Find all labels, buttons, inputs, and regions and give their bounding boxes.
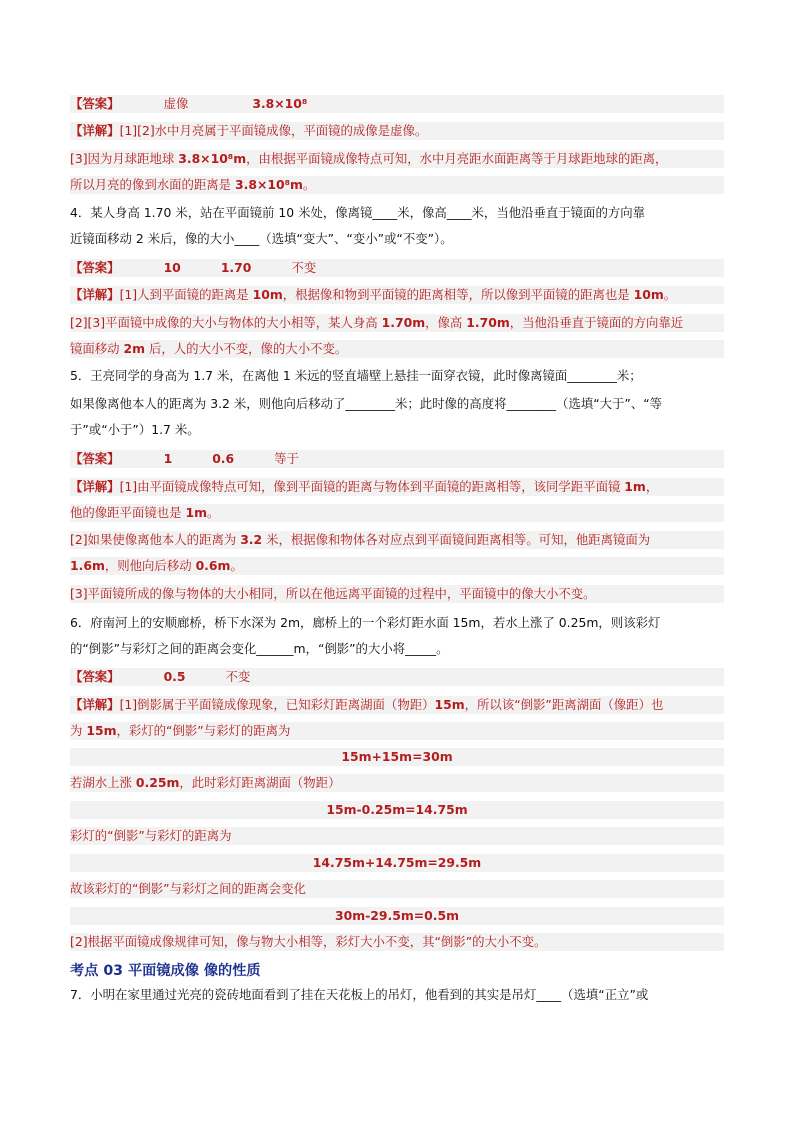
detail-text: [1]人到平面镜的距离是 xyxy=(119,287,253,302)
detail-row xyxy=(70,314,724,332)
detail-text: 他的像距平面镜也是 xyxy=(70,505,186,520)
answer-label: 【答案】 xyxy=(70,669,120,684)
question-6-line: 6．府南河上的安顺廊桥，桥下水深为 2m，廊桥上的一个彩灯距水面 15m，若水上涨了 0.25m，则该彩灯 xyxy=(70,615,661,630)
detail-row xyxy=(70,585,724,603)
answer-value: 0.5 xyxy=(163,669,186,684)
answer-value: 虚像 xyxy=(163,96,189,111)
detail-text: 。 xyxy=(302,177,316,192)
detail-text: 故该彩灯的“倒影”与彩灯之间的距离会变化 xyxy=(70,881,306,896)
detail-value: 2m xyxy=(123,341,146,356)
detail-text: [3]因为月球距地球 xyxy=(70,151,179,166)
detail-text: ，此时彩灯距离湖面（物距） xyxy=(179,775,341,790)
equation xyxy=(70,907,724,925)
detail-text: ，像高 xyxy=(425,315,467,330)
detail-text: [1]由平面镜成像特点可知，像到平面镜的距离与物体到平面镜的距离相等，该同学距平面镜 xyxy=(119,479,625,494)
answer-value: 1.70 xyxy=(220,260,252,275)
detail-row xyxy=(70,696,724,714)
detail-value: 3.2 xyxy=(240,532,263,547)
detail-row xyxy=(70,504,724,522)
answer-value: 不变 xyxy=(291,260,317,275)
detail-label: 【详解】 xyxy=(70,479,120,494)
question-5-line: 如果像离他本人的距离为 3.2 米，则他向后移动了________米；此时像的高度将________（选填“大于”、“等 xyxy=(70,396,663,411)
detail-text: ，彩灯的“倒影”与彩灯的距离为 xyxy=(116,723,291,738)
detail-row xyxy=(70,286,724,304)
answer-value: 3.8×10⁸ xyxy=(252,96,308,111)
detail-text: [3]平面镜所成的像与物体的大小相同，所以在他远离平面镜的过程中，平面镜中的像大小不变。 xyxy=(70,586,596,601)
detail-text: ， xyxy=(645,479,659,494)
equation-text: 30m-29.5m=0.5m xyxy=(334,908,460,923)
equation xyxy=(70,748,724,766)
detail-text: 为 xyxy=(70,723,87,738)
detail-text: ，当他沿垂直于镜面的方向靠近 xyxy=(509,315,684,330)
answer-row xyxy=(70,668,724,686)
equation-text: 15m-0.25m=14.75m xyxy=(326,802,468,817)
detail-value: 1m xyxy=(624,479,646,494)
detail-text: 米，根据像和物体各对应点到平面镜间距离相等。可知，他距离镜面为 xyxy=(262,532,651,547)
answer-value: 0.6 xyxy=(212,451,235,466)
detail-value: 0.25m xyxy=(135,775,180,790)
detail-value: 1.70m xyxy=(466,315,510,330)
detail-value: 1.70m xyxy=(381,315,426,330)
detail-value: 0.6m xyxy=(195,558,231,573)
question-4-line: 4．某人身高 1.70 米，站在平面镜前 10 米处，像离镜____米，像高____米，当他沿垂直于镜面的方向靠 xyxy=(70,205,646,220)
detail-row xyxy=(70,722,724,740)
detail-text: 彩灯的“倒影”与彩灯的距离为 xyxy=(70,828,232,843)
detail-text: 后，人的大小不变，像的大小不变。 xyxy=(145,341,348,356)
equation-text: 15m+15m=30m xyxy=(341,749,453,764)
question-4-line: 近镜面移动 2 米后，像的大小____（选填“变大”、“变小”或“不变”）。 xyxy=(70,231,453,246)
detail-value: 15m xyxy=(434,697,465,712)
question-5-line: 于”或“小于”）1.7 米。 xyxy=(70,422,200,437)
answer-value: 1 xyxy=(163,451,173,466)
answer-value: 等于 xyxy=(274,451,299,466)
detail-row xyxy=(70,150,724,168)
detail-text: ，所以该“倒影”距离湖面（像距）也 xyxy=(464,697,664,712)
detail-row xyxy=(70,478,724,496)
detail-text: 。 xyxy=(207,505,220,520)
section-title: 考点 03 平面镜成像 像的性质 xyxy=(70,963,261,979)
detail-text: 所以月亮的像到水面的距离是 xyxy=(70,177,236,192)
detail-row xyxy=(70,933,724,951)
answer-value: 不变 xyxy=(225,669,251,684)
detail-value: 10m xyxy=(252,287,283,302)
detail-text: 。 xyxy=(230,558,243,573)
equation-text: 14.75m+14.75m=29.5m xyxy=(312,855,482,870)
detail-text: ，根据像和物到平面镜的距离相等，所以像到平面镜的距离也是 xyxy=(282,287,634,302)
detail-label: 【详解】 xyxy=(70,123,120,138)
detail-text: 。 xyxy=(663,287,677,302)
detail-text: [2]如果使像离他本人的距离为 xyxy=(70,532,241,547)
detail-row xyxy=(70,531,724,549)
detail-label: 【详解】 xyxy=(70,287,120,302)
detail-value: 3.8×10⁸m xyxy=(235,177,303,192)
detail-text: [2][3]平面镜中成像的大小与物体的大小相等，某人身高 xyxy=(70,315,382,330)
answer-row xyxy=(70,450,724,468)
detail-row xyxy=(70,880,724,898)
detail-row xyxy=(70,774,724,792)
detail-row xyxy=(70,340,724,358)
question-7-line: 7．小明在家里通过光亮的瓷砖地面看到了挂在天花板上的吊灯，他看到的其实是吊灯____（选填“正立”或 xyxy=(70,987,649,1002)
detail-value: 1m xyxy=(185,505,208,520)
answer-value: 10 xyxy=(163,260,181,275)
detail-text: ，则他向后移动 xyxy=(104,558,196,573)
detail-text: ，由根据平面镜成像特点可知，水中月亮距水面距离等于月球距地球的距离， xyxy=(246,151,668,166)
detail-row xyxy=(70,176,724,194)
detail-value: 3.8×10⁸m xyxy=(178,151,247,166)
answer-row xyxy=(70,95,724,113)
answer-row xyxy=(70,259,724,277)
question-5-line: 5．王亮同学的身高为 1.7 米，在离他 1 米远的竖直墙壁上悬挂一面穿衣镜，此时像离镜面________米； xyxy=(70,368,642,383)
equation xyxy=(70,801,724,819)
equation xyxy=(70,854,724,872)
detail-text: 若湖水上涨 xyxy=(70,775,136,790)
detail-text: [2]根据平面镜成像规律可知，像与物大小相等，彩灯大小不变，其“倒影”的大小不变。 xyxy=(70,934,547,949)
detail-row xyxy=(70,122,724,140)
detail-value: 10m xyxy=(633,287,664,302)
detail-row xyxy=(70,827,724,845)
detail-text: [1][2]水中月亮属于平面镜成像，平面镜的成像是虚像。 xyxy=(119,123,428,138)
detail-value: 15m xyxy=(86,723,117,738)
answer-label: 【答案】 xyxy=(70,96,120,111)
detail-row xyxy=(70,557,724,575)
detail-text: [1]倒影属于平面镜成像现象，已知彩灯距离湖面（物距） xyxy=(119,697,435,712)
question-6-line: 的“倒影”与彩灯之间的距离会变化______m，“倒影”的大小将_____。 xyxy=(70,641,449,656)
detail-text: 镜面移动 xyxy=(70,341,124,356)
answer-label: 【答案】 xyxy=(70,260,120,275)
detail-label: 【详解】 xyxy=(70,697,120,712)
answer-label: 【答案】 xyxy=(70,451,120,466)
detail-value: 1.6m xyxy=(70,558,105,573)
